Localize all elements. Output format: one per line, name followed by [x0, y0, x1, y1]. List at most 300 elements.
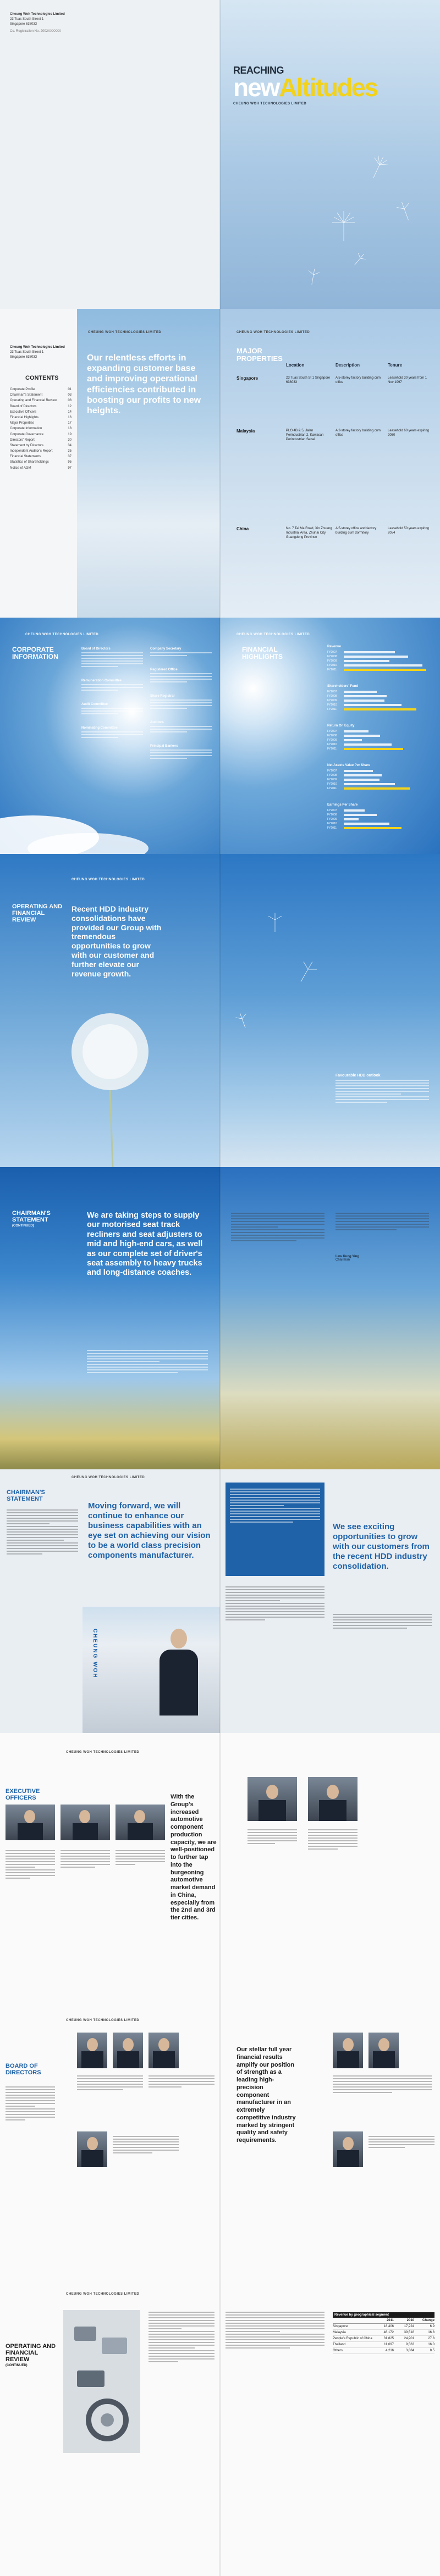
chairman-body — [160, 1650, 198, 1716]
financial-chart — [327, 803, 432, 830]
property-tenure: Leasehold 60 years expiring 2050 — [388, 429, 430, 437]
contents-item-page: 12 — [68, 404, 72, 408]
contents-item-label: Corporate Profile — [10, 388, 35, 391]
financial-chart-bar — [344, 735, 380, 737]
officer-face — [24, 1810, 35, 1823]
contents-item-page: 35 — [68, 449, 72, 453]
body-text — [7, 1508, 78, 1556]
contents-item[interactable] — [10, 448, 72, 454]
pull-quote: Recent HDD industry consolidations have provided our Group with tremendous opportunities to grow with our customer and further elevate our revenue growth. — [72, 904, 162, 978]
pull-quote-blue-right: We see exciting opportunities to grow with our customers from the recent HDD industry consolidation. — [333, 1522, 430, 1571]
page-header: CHEUNG WOH TECHNOLOGIES LIMITED — [25, 633, 99, 636]
director-bio-1 — [6, 2085, 55, 2122]
financial-chart-category: FY2008 — [327, 734, 337, 737]
table-cell: 4,216 — [385, 2349, 394, 2352]
contents-item-page: 19 — [68, 432, 72, 436]
financial-chart-category: FY2010 — [327, 703, 337, 707]
properties-column-headers — [286, 363, 435, 368]
floating-seeds-illustration — [220, 854, 440, 1167]
properties-heading: MAJOR PROPERTIES — [237, 347, 283, 363]
region-name: Malaysia — [237, 429, 255, 434]
corporate-info-block-title: Share Registrar — [150, 695, 175, 698]
corporate-info-block-title: Nominating Committee — [81, 726, 118, 730]
property-description: A 5-storey factory building cum office — [336, 376, 381, 385]
spine-shadow — [219, 1167, 221, 1469]
chairman-statement-page-right — [220, 1167, 440, 1469]
contents-item-page: 18 — [68, 427, 72, 431]
cover-subtitle: CHEUNG WOH TECHNOLOGIES LIMITED — [233, 102, 307, 106]
page-header: CHEUNG WOH TECHNOLOGIES LIMITED — [66, 2292, 140, 2296]
financial-chart-category: FY2011 — [327, 826, 337, 830]
corporate-information-page — [0, 618, 220, 854]
officer-bio-4 — [248, 1828, 297, 1846]
contents-item-label: Operating and Financial Review — [10, 399, 57, 403]
table-cell: Others — [333, 2349, 343, 2352]
financial-chart-bar — [344, 664, 422, 667]
address-line: 23 Tuas South Street 1 — [10, 18, 44, 21]
board-heading: BOARD OF DIRECTORS — [6, 2063, 41, 2077]
executive-officers-spread — [0, 1733, 440, 2008]
page-header: CHEUNG WOH TECHNOLOGIES LIMITED — [72, 1476, 145, 1479]
financial-chart-bar-row — [327, 808, 432, 813]
officer-bio-3 — [116, 1848, 165, 1867]
director-photo-6 — [369, 2033, 399, 2068]
officer-body — [73, 1823, 98, 1840]
officer-photo-1 — [6, 1805, 55, 1840]
inside-cover-page — [0, 0, 220, 309]
pull-quote: Our relentless efforts in expanding customer base and improving operational efficiencies contributed in boosting our profits to new heights. — [87, 353, 201, 415]
chairman-subheading: (CONTINUED) — [12, 1224, 34, 1228]
financial-chart-bar — [344, 704, 402, 706]
body-text-2 — [333, 1612, 432, 1630]
director-face — [87, 2038, 98, 2051]
contents-item-page: 16 — [68, 415, 72, 419]
financial-chart-bar — [344, 809, 365, 812]
table-cell: 46,172 — [383, 2331, 394, 2334]
contents-item[interactable] — [10, 443, 72, 448]
corporate-info-spread — [0, 618, 440, 854]
contents-panel — [0, 309, 77, 618]
table-cell: People's Republic of China — [333, 2337, 372, 2340]
contents-spread — [0, 309, 440, 618]
financial-chart-title: Revenue — [327, 645, 342, 648]
financial-chart-bar — [344, 748, 403, 750]
table-cell: 16.0 — [428, 2343, 435, 2346]
officer-body — [319, 1800, 346, 1821]
contents-item[interactable] — [10, 454, 72, 459]
financial-chart-category: FY2007 — [327, 809, 337, 812]
highlight-box — [226, 1483, 324, 1576]
financial-chart-bar — [344, 699, 384, 702]
chairman-statement-spread — [0, 1167, 440, 1469]
financial-chart-bar — [344, 691, 377, 693]
side-title: Favourable HDD outlook — [336, 1074, 381, 1078]
director-bio-5 — [333, 2074, 432, 2095]
financial-chart-bar — [344, 708, 416, 710]
financial-chart-bar-row — [327, 747, 432, 751]
page-header: CHEUNG WOH TECHNOLOGIES LIMITED — [66, 1751, 140, 1754]
side-body-text — [336, 1080, 429, 1103]
corporate-info-block-title: Registered Office — [150, 668, 178, 671]
pull-quote: We are taking steps to supply our motorised seat track recliners and seat adjusters to mid and high-end cars, as well as our complete set of driver's seat assembly to heavy trucks and long-distance coaches. — [87, 1211, 203, 1278]
financial-chart-bar-row — [327, 698, 432, 703]
director-photo-3 — [148, 2033, 179, 2068]
board-page-right — [220, 2008, 440, 2288]
highlight-box-text — [226, 1483, 324, 1529]
table-cell: 8.5 — [430, 2349, 435, 2352]
building-signage: CHEUNG WOH — [92, 1629, 98, 1679]
chairman-heading-text: CHAIRMAN'S STATEMENT — [12, 1210, 51, 1224]
contents-item-label: Chairman's Statement — [10, 393, 43, 397]
contents-item-page: 17 — [68, 421, 72, 425]
spine-shadow — [219, 0, 221, 309]
table-cell: 9,563 — [405, 2343, 414, 2346]
contents-item[interactable] — [10, 426, 72, 431]
cover-title-top: REACHING — [233, 65, 284, 76]
corporate-info-block-title: Principal Bankers — [150, 745, 178, 748]
officer-bio-2 — [61, 1848, 110, 1869]
financial-chart-bar-row — [327, 769, 432, 773]
components-photo — [63, 2310, 140, 2453]
executive-officers-heading: EXECUTIVE OFFICERS — [6, 1788, 40, 1802]
property-row — [286, 526, 435, 540]
financial-chart-bar — [344, 774, 382, 776]
table-row — [333, 2336, 435, 2342]
financial-chart-bar-row — [327, 826, 432, 830]
financial-chart-bar-row — [327, 813, 432, 817]
property-tenure: Leasehold 50 years expiring 2054 — [388, 527, 430, 535]
company-address — [10, 12, 65, 34]
financial-chart-bar-row — [327, 821, 432, 826]
contents-item[interactable] — [10, 420, 72, 426]
financial-chart — [327, 645, 432, 672]
financial-chart-bar — [344, 651, 395, 653]
table-cell: Malaysia — [333, 2331, 346, 2334]
review-heading-text: OPERATING AND FINANCIAL REVIEW — [6, 2343, 56, 2363]
financial-chart-bar-row — [327, 707, 432, 712]
financial-highlights-heading: FINANCIAL HIGHLIGHTS — [242, 646, 283, 660]
pull-quote-dark: Our stellar full year financial results amplify our position of strength as a leading high-precision component manufacturer in an extremely competitive industry marked by stringent quality and safety requirements. — [237, 2046, 296, 2144]
financial-chart-category: FY2011 — [327, 747, 337, 751]
signature-name: Law Kung Ying — [336, 1255, 359, 1258]
director-body — [153, 2051, 175, 2068]
financial-chart-bar — [344, 739, 362, 741]
address-line: Singapore 638033 — [10, 356, 37, 359]
contents-item-label: Major Properties — [10, 421, 35, 425]
corporate-info-block-title: Remuneration Committee — [81, 679, 122, 682]
financial-chart-bar-row — [327, 734, 432, 738]
officer-face — [327, 1785, 339, 1799]
financial-chart-bar-row — [327, 659, 432, 663]
address-line: Cheung Woh Technologies Limited — [10, 13, 65, 16]
director-body — [81, 2051, 103, 2068]
officer-photo-2 — [61, 1805, 110, 1840]
director-face — [87, 2137, 98, 2150]
region-name: China — [237, 526, 249, 531]
table-cell: 24,901 — [404, 2337, 414, 2340]
director-body — [117, 2051, 139, 2068]
director-photo-4 — [77, 2131, 107, 2167]
financial-chart-category: FY2007 — [327, 651, 337, 654]
officer-photo-4 — [248, 1777, 297, 1821]
director-face — [343, 2038, 354, 2051]
operating-review-page-right — [220, 854, 440, 1167]
contents-item[interactable] — [10, 404, 72, 409]
body-text — [226, 1585, 324, 1622]
review-body-text — [148, 2310, 215, 2364]
financial-chart-bar-row — [327, 663, 432, 668]
signature-role: Chairman — [336, 1258, 350, 1262]
board-of-directors-spread — [0, 2008, 440, 2288]
corporate-info-block-title: Audit Committee — [81, 703, 108, 706]
financial-chart-bar-row — [327, 694, 432, 698]
financial-chart-category: FY2009 — [327, 818, 337, 821]
contents-item-label: Corporate Information — [10, 427, 42, 431]
director-bio-4 — [113, 2134, 179, 2155]
contents-item[interactable] — [10, 409, 72, 415]
table-row — [333, 2330, 435, 2336]
dandelion-illustration — [0, 854, 220, 1167]
officer-body — [18, 1823, 43, 1840]
contents-item[interactable] — [10, 398, 72, 403]
financial-chart-bar-row — [327, 817, 432, 821]
contents-item-page: 34 — [68, 443, 72, 447]
financial-chart — [327, 764, 432, 791]
corporate-info-block-title: Auditors — [150, 721, 164, 724]
chairman-statement-spread-2 — [0, 1469, 440, 1733]
revenue-table-header — [333, 2318, 435, 2324]
contents-item-page: 95 — [68, 460, 72, 464]
property-description: A 2-storey factory building cum office — [336, 429, 381, 437]
officer-face — [134, 1810, 145, 1823]
table-cell: 11,097 — [384, 2343, 394, 2346]
table-cell: 31,825 — [383, 2337, 394, 2340]
contents-item[interactable] — [10, 415, 72, 420]
spine-shadow — [219, 854, 221, 1167]
financial-chart-category: FY2010 — [327, 822, 337, 825]
financial-chart-bar-row — [327, 729, 432, 734]
financial-chart-category: FY2011 — [327, 787, 337, 790]
chairman-heading — [12, 1210, 73, 1228]
property-location: No. 7 Tai Ma Road, Xin Zhuang Industrial Area, Zhuhai City, Guangdong Province — [286, 527, 332, 540]
body-text-column-1 — [231, 1211, 324, 1243]
revenue-table-body — [333, 2324, 435, 2354]
financial-chart-bar — [344, 787, 410, 790]
property-location: PLO 4B & 5, Jalan Perindustrian 2, Kawasan Perindustrian Senai — [286, 429, 324, 442]
financial-chart-bar-row — [327, 703, 432, 707]
spine-shadow — [219, 1469, 221, 1733]
region-name: Singapore — [237, 376, 258, 381]
operating-review-page-left — [0, 854, 220, 1167]
financial-chart-bar — [344, 779, 380, 781]
corporate-info-heading: CORPORATE INFORMATION — [12, 646, 58, 660]
director-face — [343, 2137, 354, 2150]
front-cover-page — [220, 0, 440, 309]
contents-item[interactable] — [10, 432, 72, 437]
officer-bio-5 — [308, 1828, 358, 1851]
financial-chart-title: Net Assets Value Per Share — [327, 764, 370, 767]
director-body — [337, 2150, 359, 2167]
pull-quote-dark: With the Group's increased automotive component production capacity, we are well-positioned to further tap into the burgeoning automotive market demand in China, especially from the 2nd and 3rd tier cities. — [170, 1794, 217, 1921]
th: Change — [422, 2319, 435, 2322]
revenue-table-title: Revenue by geographical segment — [333, 2312, 435, 2318]
contents-item-page: 30 — [68, 438, 72, 442]
operating-review-spread — [0, 854, 440, 1167]
address-line: Singapore 638033 — [10, 23, 37, 26]
chairman-statement-page-left — [0, 1167, 220, 1469]
table-row — [333, 2324, 435, 2330]
table-cell: 39,518 — [404, 2331, 414, 2334]
contents-item-page: 01 — [68, 388, 72, 391]
executive-officers-page-left — [0, 1733, 220, 2008]
cover-title-altitudes: Altitudes — [279, 73, 378, 102]
precision-components-illustration — [63, 2310, 140, 2453]
financial-highlights-page — [220, 618, 440, 854]
contents-item-label: Board of Directors — [10, 404, 37, 408]
contents-item-page: 08 — [68, 399, 72, 403]
financial-chart-title: Shareholders' Fund — [327, 685, 359, 688]
review-body-text-2 — [226, 2310, 324, 2350]
financial-chart-bar-row — [327, 782, 432, 786]
table-cell: 3,884 — [405, 2349, 414, 2352]
financial-chart-bar — [344, 660, 389, 662]
chairman-statement-page-4 — [220, 1469, 440, 1733]
major-properties-page — [220, 309, 440, 618]
contents-heading: CONTENTS — [25, 375, 59, 381]
director-bio-3 — [148, 2074, 215, 2089]
contents-item-label: Directors' Report — [10, 438, 35, 442]
address-line: 23 Tuas South Street 1 — [10, 351, 44, 354]
contents-item-label: Financial Statements — [10, 455, 41, 459]
contents-item[interactable] — [10, 392, 72, 398]
page-header: CHEUNG WOH TECHNOLOGIES LIMITED — [237, 633, 310, 636]
financial-chart-bar-row — [327, 742, 432, 747]
signature-block — [336, 1255, 359, 1262]
financial-chart-bar — [344, 827, 402, 829]
financial-chart-title: Return On Equity — [327, 724, 355, 728]
financial-chart-title: Earnings Per Share — [327, 803, 358, 807]
cloud-illustration — [0, 618, 220, 854]
board-page-left — [0, 2008, 220, 2288]
officer-photo-5 — [308, 1777, 358, 1821]
col-tenure: Tenure — [388, 363, 403, 368]
property-tenure: Leasehold 30 years from 1 Nov 1997 — [388, 376, 427, 385]
contents-item-label: Notice of AGM — [10, 466, 31, 470]
table-cell: Singapore — [333, 2325, 348, 2328]
contents-item[interactable] — [10, 437, 72, 443]
financial-chart-bar — [344, 656, 408, 658]
review-subheading: (CONTINUED) — [6, 2364, 28, 2368]
financial-chart-bar-row — [327, 650, 432, 654]
financial-charts — [327, 645, 432, 843]
table-cell: 16.8 — [428, 2331, 435, 2334]
property-row — [286, 429, 435, 442]
executive-officers-page-right — [220, 1733, 440, 2008]
financial-chart-category: FY2010 — [327, 743, 337, 746]
director-photo-7 — [333, 2131, 363, 2167]
director-bio-2 — [77, 2074, 143, 2092]
financial-chart-bar-row — [327, 786, 432, 791]
financial-chart-category: FY2009 — [327, 778, 337, 781]
page-header: CHEUNG WOH TECHNOLOGIES LIMITED — [237, 331, 310, 334]
table-cell: 27.8 — [428, 2337, 435, 2340]
director-photo-2 — [113, 2033, 143, 2068]
contents-item[interactable] — [10, 459, 72, 465]
financial-chart-bar-row — [327, 773, 432, 778]
contents-item-page: 37 — [68, 455, 72, 459]
address-line: Cheung Woh Technologies Limited — [10, 346, 65, 349]
director-body — [337, 2051, 359, 2068]
director-face — [378, 2038, 389, 2051]
operating-review-continued-spread — [0, 2288, 440, 2576]
review-continued-page-left — [0, 2288, 220, 2576]
address-line: Co. Registration No. 2002XXXXXX — [10, 30, 62, 33]
financial-chart-bar — [344, 814, 377, 816]
col-description: Description — [336, 363, 360, 368]
table-row — [333, 2348, 435, 2354]
property-description: A 5-storey office and factory building cum dormitory — [336, 527, 377, 535]
th: 2011 — [386, 2319, 394, 2322]
financial-chart-category: FY2007 — [327, 690, 337, 693]
director-face — [158, 2038, 169, 2051]
financial-chart-category: FY2007 — [327, 769, 337, 773]
financial-chart-bar-row — [327, 690, 432, 694]
financial-chart-bar — [344, 695, 387, 697]
review-continued-heading — [6, 2343, 61, 2367]
financial-chart-bar-row — [327, 778, 432, 782]
body-text — [87, 1348, 208, 1375]
officer-body — [128, 1823, 153, 1840]
contents-item-label: Corporate Governance — [10, 432, 44, 436]
financial-chart-category: FY2008 — [327, 774, 337, 777]
contents-item[interactable] — [10, 387, 72, 392]
contents-item-label: Statement by Directors — [10, 443, 44, 447]
spine-shadow — [219, 2288, 221, 2576]
table-cell: 6.9 — [430, 2325, 435, 2328]
review-side-text — [336, 1074, 429, 1104]
corporate-info-block-title: Company Secretary — [150, 647, 182, 651]
contents-list — [10, 387, 72, 471]
financial-chart-bar — [344, 783, 395, 785]
contents-item-page: 03 — [68, 393, 72, 397]
chairman-statement-page-3 — [0, 1469, 220, 1733]
corporate-info-block-title: Board of Directors — [81, 647, 111, 651]
pull-quote-blue: Moving forward, we will continue to enhance our business capabilities with an eye set on achieving our vision to be a world class precision components manufacturer. — [88, 1501, 211, 1560]
page-header: CHEUNG WOH TECHNOLOGIES LIMITED — [88, 331, 162, 334]
officer-body — [258, 1800, 286, 1821]
col-location: Location — [286, 363, 305, 368]
contents-item[interactable] — [10, 465, 72, 471]
financial-chart-category: FY2009 — [327, 659, 337, 663]
th: 2010 — [406, 2319, 414, 2322]
financial-chart-category: FY2011 — [327, 668, 337, 671]
financial-chart-category: FY2009 — [327, 699, 337, 702]
chairman-face — [170, 1629, 187, 1648]
financial-chart-bar — [344, 818, 359, 820]
director-photo-5 — [333, 2033, 363, 2068]
contents-item-label: Statistics of Shareholdings — [10, 460, 49, 464]
director-bio-6 — [369, 2134, 435, 2150]
financial-chart-category: FY2008 — [327, 695, 337, 698]
director-body — [81, 2150, 103, 2167]
financial-chart — [327, 724, 432, 751]
revenue-table — [333, 2312, 435, 2354]
th — [333, 2319, 373, 2322]
financial-chart-category: FY2007 — [327, 730, 337, 733]
financial-chart-bar-row — [327, 654, 432, 659]
contents-item-label: Independent Auditor's Report — [10, 449, 53, 453]
spine-shadow — [219, 309, 221, 618]
